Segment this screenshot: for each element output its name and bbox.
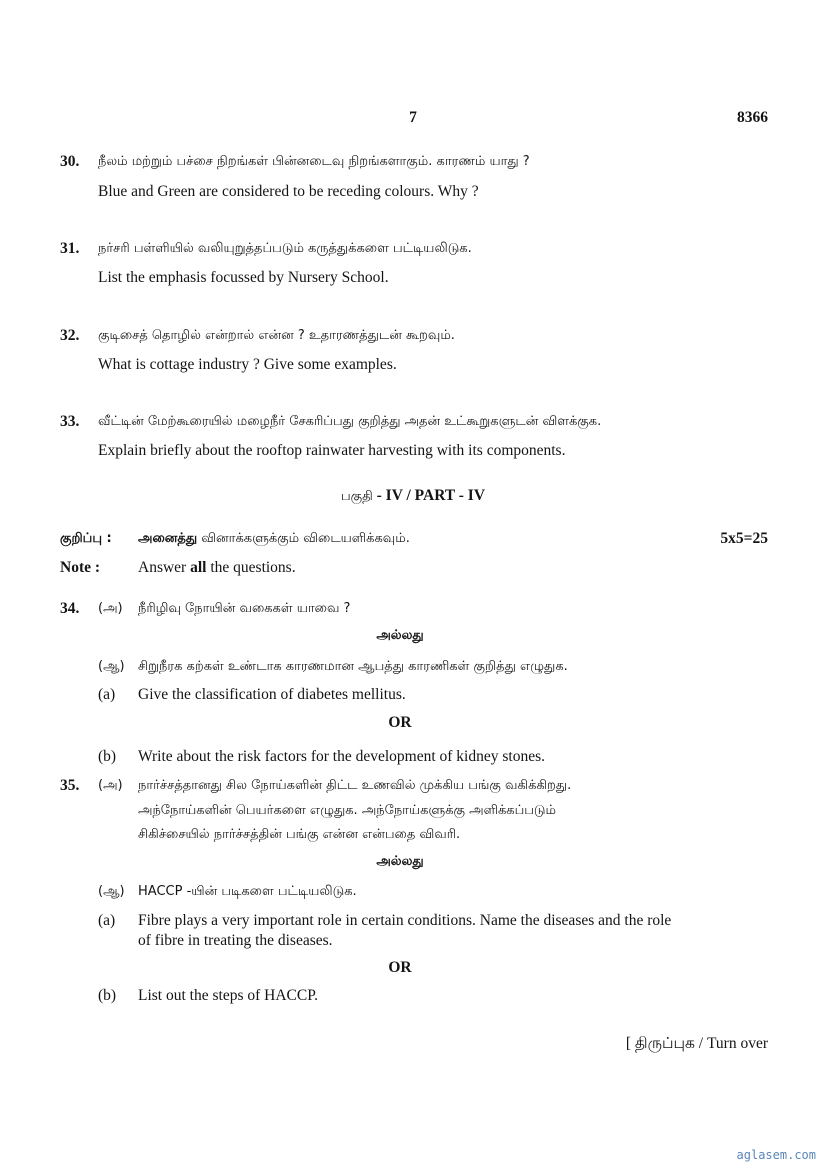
question-33-tamil: வீட்டின் மேற்கூரையில் மழைநீர் சேகரிப்பது குறித்து அதன் உட்கூறுகளுடன் விளக்குக. bbox=[98, 414, 602, 429]
part-heading bbox=[0, 487, 826, 506]
question-35-tamil-b-text: HACCP -யின் படிகளை பட்டியலிடுக. bbox=[138, 884, 357, 899]
note-english-post: the questions. bbox=[210, 559, 296, 576]
question-31-english: List the emphasis focussed by Nursery School. bbox=[98, 269, 389, 286]
note-tamil-label: குறிப்பு : bbox=[60, 531, 112, 546]
note-english-pre: Answer bbox=[138, 559, 187, 576]
question-32-english: What is cottage industry ? Give some examples. bbox=[98, 356, 397, 373]
note-english-label: Note : bbox=[60, 559, 101, 576]
question-35-english-or: OR bbox=[388, 959, 412, 976]
note-tamil-bold: அனைத்து bbox=[138, 531, 198, 546]
question-number-34: 34. bbox=[60, 600, 80, 617]
question-35-tamil-a-line: அந்நோய்களின் பெயர்களை எழுதுக. அந்நோய்களுக்கு அளிக்கப்படும் bbox=[138, 803, 556, 818]
question-34-english-a-text: Give the classification of diabetes mellitus. bbox=[138, 686, 406, 703]
page-number: 7 bbox=[409, 109, 417, 126]
question-30-tamil: நீலம் மற்றும் பச்சை நிறங்கள் பின்னடைவு நிறங்களாகும். காரணம் யாது ? bbox=[98, 154, 530, 169]
question-35-tamil-a-line: நார்ச்சத்தானது சில நோய்களின் திட்ட உணவில் முக்கிய பங்கு வகிக்கிறது. bbox=[138, 778, 572, 793]
question-34-tamil-b-label: (ஆ) bbox=[98, 659, 125, 674]
question-35-tamil-or: அல்லது bbox=[376, 854, 424, 869]
question-35-english-a-line: of fibre in treating the diseases. bbox=[138, 932, 333, 949]
question-32-tamil: குடிசைத் தொழில் என்றால் என்ன ? உதாரணத்துடன் கூறவும். bbox=[98, 328, 455, 343]
question-number-32: 32. bbox=[60, 327, 80, 344]
question-34-english-b-label: (b) bbox=[98, 748, 117, 765]
note-tamil-text bbox=[138, 530, 410, 548]
question-34-tamil-a-label: (அ) bbox=[98, 601, 123, 616]
paper-code: 8366 bbox=[737, 109, 768, 126]
watermark: aglasem.com bbox=[736, 1148, 816, 1162]
question-35-tamil-a-line: சிகிச்சையில் நார்ச்சத்தின் பங்கு என்ன என்பதை விவரி. bbox=[138, 827, 461, 842]
question-34-tamil-a-text: நீரிழிவு நோயின் வகைகள் யாவை ? bbox=[138, 601, 351, 616]
turn-over-note: [ திருப்புக / Turn over bbox=[625, 1035, 768, 1052]
note-tamil-rest: வினாக்களுக்கும் விடையளிக்கவும். bbox=[201, 531, 410, 546]
question-35-tamil-b-label: (ஆ) bbox=[98, 884, 125, 899]
marks-allocation: 5x5=25 bbox=[720, 530, 768, 547]
part-heading-label: - IV / PART - IV bbox=[376, 487, 486, 504]
part-heading-tamil: பகுதி bbox=[340, 489, 373, 504]
note-english-bold: all bbox=[190, 559, 207, 576]
question-35-english-a-label: (a) bbox=[98, 912, 116, 929]
question-number-30: 30. bbox=[60, 153, 80, 170]
question-number-33: 33. bbox=[60, 413, 80, 430]
question-number-35: 35. bbox=[60, 777, 80, 794]
question-number-31: 31. bbox=[60, 240, 80, 257]
question-30-english: Blue and Green are considered to be receding colours. Why ? bbox=[98, 183, 479, 200]
question-34-tamil-b-text: சிறுநீரக கற்கள் உண்டாக காரணமான ஆபத்து காரணிகள் குறித்து எழுதுக. bbox=[138, 659, 568, 674]
question-35-english-b-label: (b) bbox=[98, 987, 117, 1004]
question-35-english-a-line: Fibre plays a very important role in certain conditions. Name the diseases and the role bbox=[138, 912, 672, 929]
question-35-english-b-text: List out the steps of HACCP. bbox=[138, 987, 318, 1004]
question-34-english-a-label: (a) bbox=[98, 686, 116, 703]
note-english-text bbox=[138, 559, 296, 577]
question-34-english-b-text: Write about the risk factors for the development of kidney stones. bbox=[138, 748, 545, 765]
question-31-tamil: நர்சரி பள்ளியில் வலியுறுத்தப்படும் கருத்துக்களை பட்டியலிடுக. bbox=[98, 241, 472, 256]
question-34-english-or: OR bbox=[388, 714, 412, 731]
question-33-english: Explain briefly about the rooftop rainwater harvesting with its components. bbox=[98, 442, 566, 459]
question-35-tamil-a-label: (அ) bbox=[98, 778, 123, 793]
question-34-tamil-or: அல்லது bbox=[376, 628, 424, 643]
